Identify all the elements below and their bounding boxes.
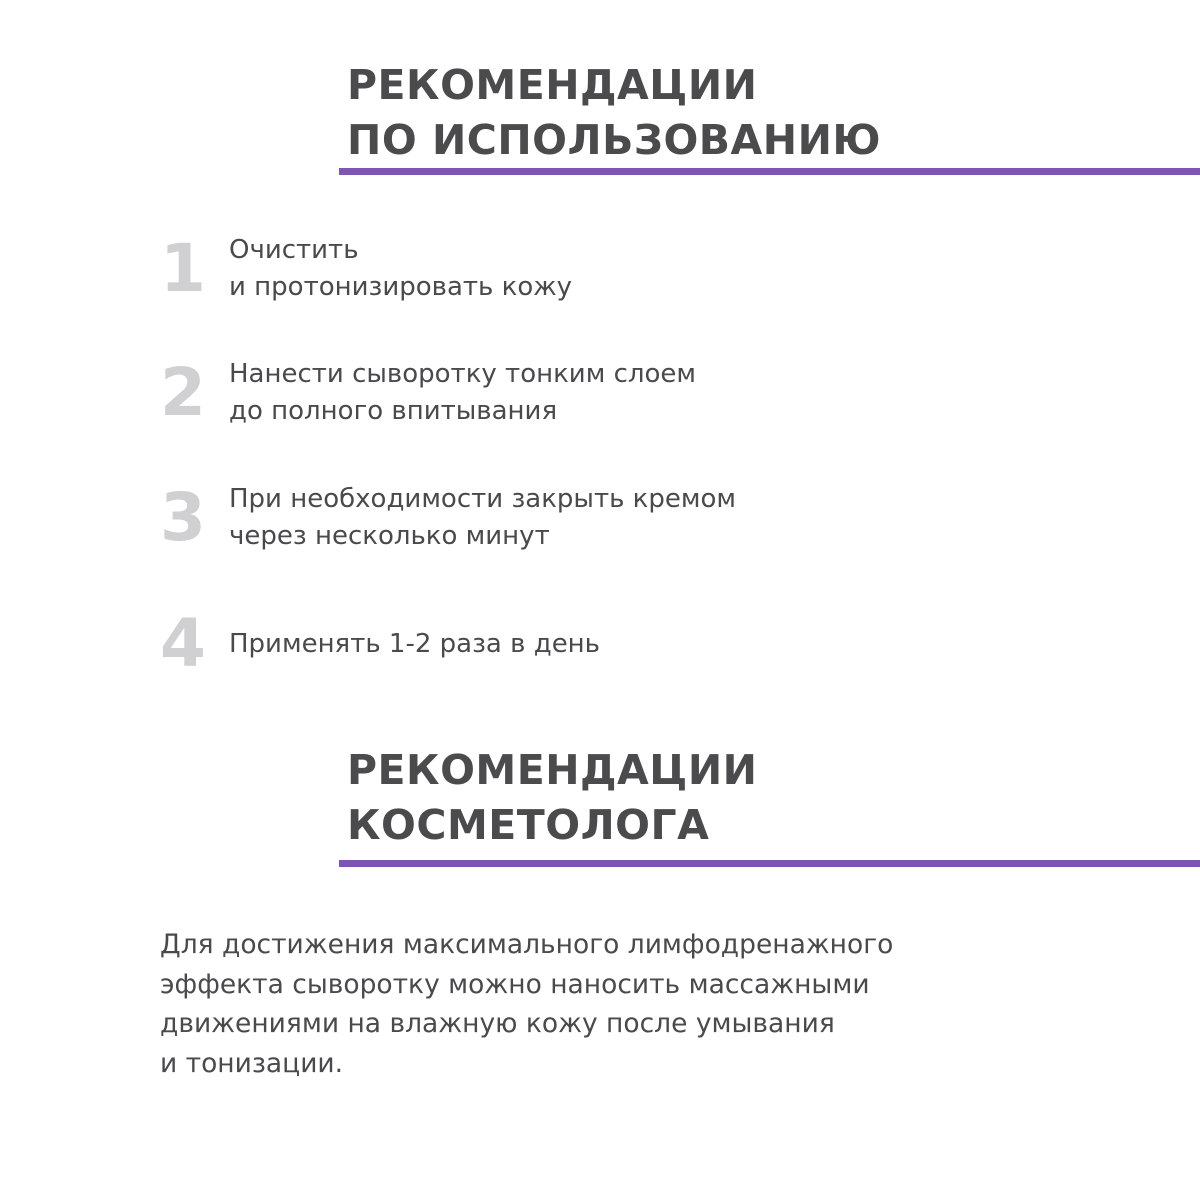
step-line: Нанести сыворотку тонким слоем [229,359,697,389]
accent-divider [339,860,1200,867]
step-number: 2 [160,354,206,431]
step-line: и протонизировать кожу [229,272,573,302]
step-item-4 [160,605,601,682]
paragraph-line: и тонизации. [160,1047,344,1079]
step-text [229,232,572,306]
paragraph-line: Для достижения максимального лимфодренажного [160,929,894,960]
step-item-1 [160,232,572,306]
paragraph-line: эффекта сыворотку можно наносить массажными [160,968,870,1000]
cosmetologist-advice-paragraph [160,925,893,1083]
title-line: РЕКОМЕНДАЦИИ [347,746,758,794]
cosmetologist-recommendations-title [347,743,757,853]
step-text [229,626,600,663]
step-line: Очистить [229,235,359,265]
title-line: РЕКОМЕНДАЦИИ [347,61,758,109]
step-line: через несколько минут [229,521,550,551]
step-number: 1 [160,230,206,307]
step-item-3 [160,481,736,555]
title-line: КОСМЕТОЛОГА [347,801,710,849]
title-line: ПО ИСПОЛЬЗОВАНИЮ [347,116,882,164]
step-line: до полного впитывания [229,396,558,426]
step-text [229,481,736,555]
step-item-2 [160,356,696,430]
step-number: 3 [160,479,206,556]
accent-divider [339,168,1200,175]
paragraph-line: движениями на влажную кожу после умывания [160,1008,835,1039]
step-text [229,356,696,430]
step-line: Применять 1-2 раза в день [229,628,601,659]
step-number: 4 [160,605,206,682]
step-line: При необходимости закрыть кремом [229,484,737,514]
usage-recommendations-title [347,58,881,168]
